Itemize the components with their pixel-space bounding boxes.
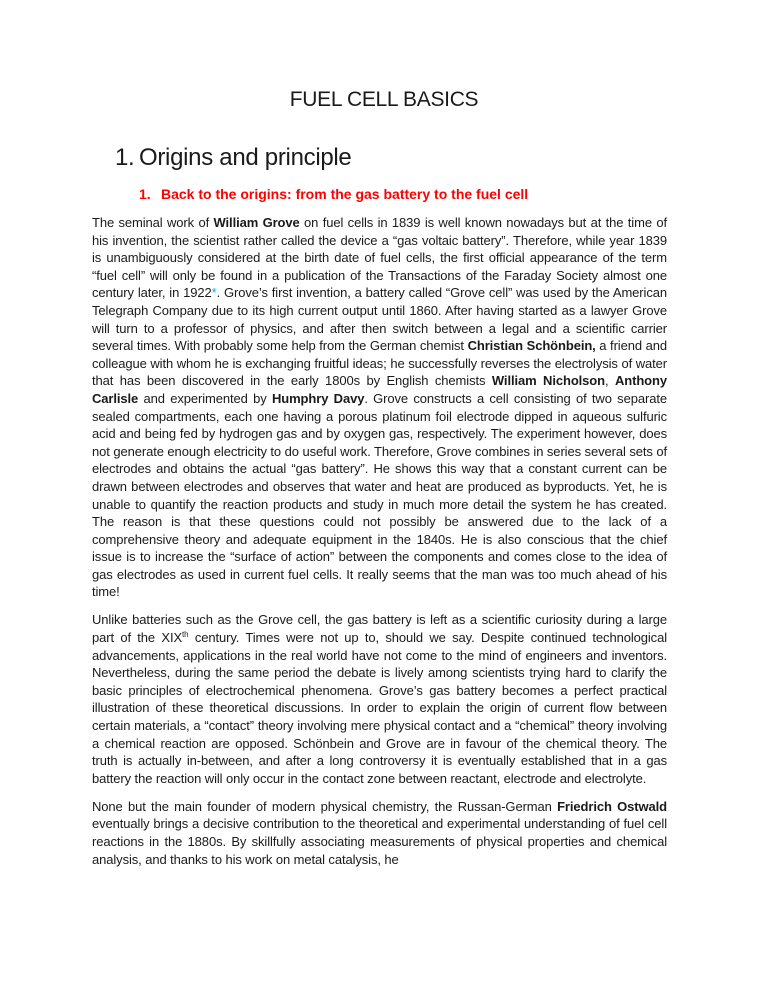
bold-name: Christian Schönbein, — [467, 338, 596, 354]
bold-name: Humphry Davy — [271, 390, 365, 406]
subsection-heading — [139, 186, 528, 202]
paragraph-text: None but the main founder of modern physical chemistry, the Russan-German — [92, 798, 558, 814]
subsection-title: Back to the origins: from the gas battery to the fuel cell — [161, 186, 529, 202]
paragraph-text: century. Times were not up to, should we say. Despite continued technological advancements, applications in the real world have not come to the mind of engineers and inventors. Nevertheless, during the same period the debate is lively among scientists trying hard to clarify the basic principles of electrochemical phenomena. Grove’s gas battery becomes a perfect practical illustration of these theoretical discussions. In order to explain the origin of current flow between certain materials, a “contact” theory involving mere physical contact and a “chemical” theory involving a chemical reaction are opposed. Schönbein and Grove are in favour of the chemical theory. The truth is actually in-between, and after a long controversy it is eventually established that in a gas battery the reaction will only occur in the contact zone between reactant, electrode and electrolyte. — [92, 630, 667, 786]
paragraph — [92, 611, 667, 787]
paragraph — [92, 214, 667, 601]
paragraph-text: a friend and colleague with whom he is exchanging fruitful ideas; he successfully reverses the electrolysis of water that has been discovered in the early 1800s by English chemists — [92, 338, 667, 389]
bold-name: Friedrich Ostwald — [557, 798, 667, 814]
paragraph-text: on fuel cells in 1839 is well known nowadays but at the time of his invention, the scientist rather called the device a “gas voltaic battery”. Therefore, while year 1839 is unambiguously considered at the birth date of fuel cells, the first official appearance of the term “fuel cell” will only be found in a publication of the Transactions of the Faraday Society almost one century later, in 1922 — [92, 215, 667, 301]
paragraph-text: . Grove’s first invention, a battery called “Grove cell” was used by the American Telegraph Company due to its high current output until 1860. After having started as a lawyer Grove will turn to a professor of physics, and after then switch between a legal and a scientific carrier several times. With probably some help from the German chemist — [92, 285, 667, 354]
paragraph-text: , — [604, 373, 615, 389]
document-body — [92, 214, 667, 879]
paragraph — [92, 798, 667, 868]
bold-name: William Grove — [213, 215, 300, 230]
paragraph-text: and experimented by — [138, 390, 272, 406]
bold-name: Anthony Carlisle — [92, 373, 667, 406]
section-heading — [115, 144, 351, 172]
superscript: th — [182, 630, 189, 640]
paragraph-text: Unlike batteries such as the Grove cell, the gas battery is left as a scientific curiosity during a large part of the XIX — [92, 612, 667, 646]
document-title: FUEL CELL BASICS — [289, 88, 479, 111]
paragraph-text: The seminal work of — [92, 215, 214, 230]
footnote-marker: * — [211, 285, 217, 301]
paragraph-text: . Grove constructs a cell consisting of two separate sealed compartments, each one having a porous platinum foil electrode dipped in aqueous sulfuric acid and being fed by hydrogen gas and by oxygen gas, respectively. The experiment however, does not generate enough electricity to do useful work. Therefore, Grove combines in series several sets of electrodes and obtains the actual “gas battery”. He shows this way that a constant current can be drawn between electrodes and observes that water and heat are produced as byproducts. Yet, he is unable to quantify the reaction products and study in much more detail the system he has created. The reason is that these questions could not possibly be answered due to the lack of a comprehensive theory and adequate equipment in the 1840s. He is also conscious that the chief issue is to increase the “surface of action” between the components and comes close to the idea of gas electrodes as used in current fuel cells. It really seems that the man was too much ahead of his time! — [92, 390, 667, 600]
section-number: 1. — [115, 144, 135, 171]
subsection-number: 1. — [139, 186, 151, 202]
section-title: Origins and principle — [139, 144, 352, 171]
bold-name: William Nicholson — [491, 373, 605, 389]
paragraph-text: eventually brings a decisive contribution to the theoretical and experimental understanding of fuel cell reactions in the 1880s. By skillfully associating measurements of physical properties and chemical analysis, and thanks to his work on metal catalysis, he — [92, 816, 667, 867]
